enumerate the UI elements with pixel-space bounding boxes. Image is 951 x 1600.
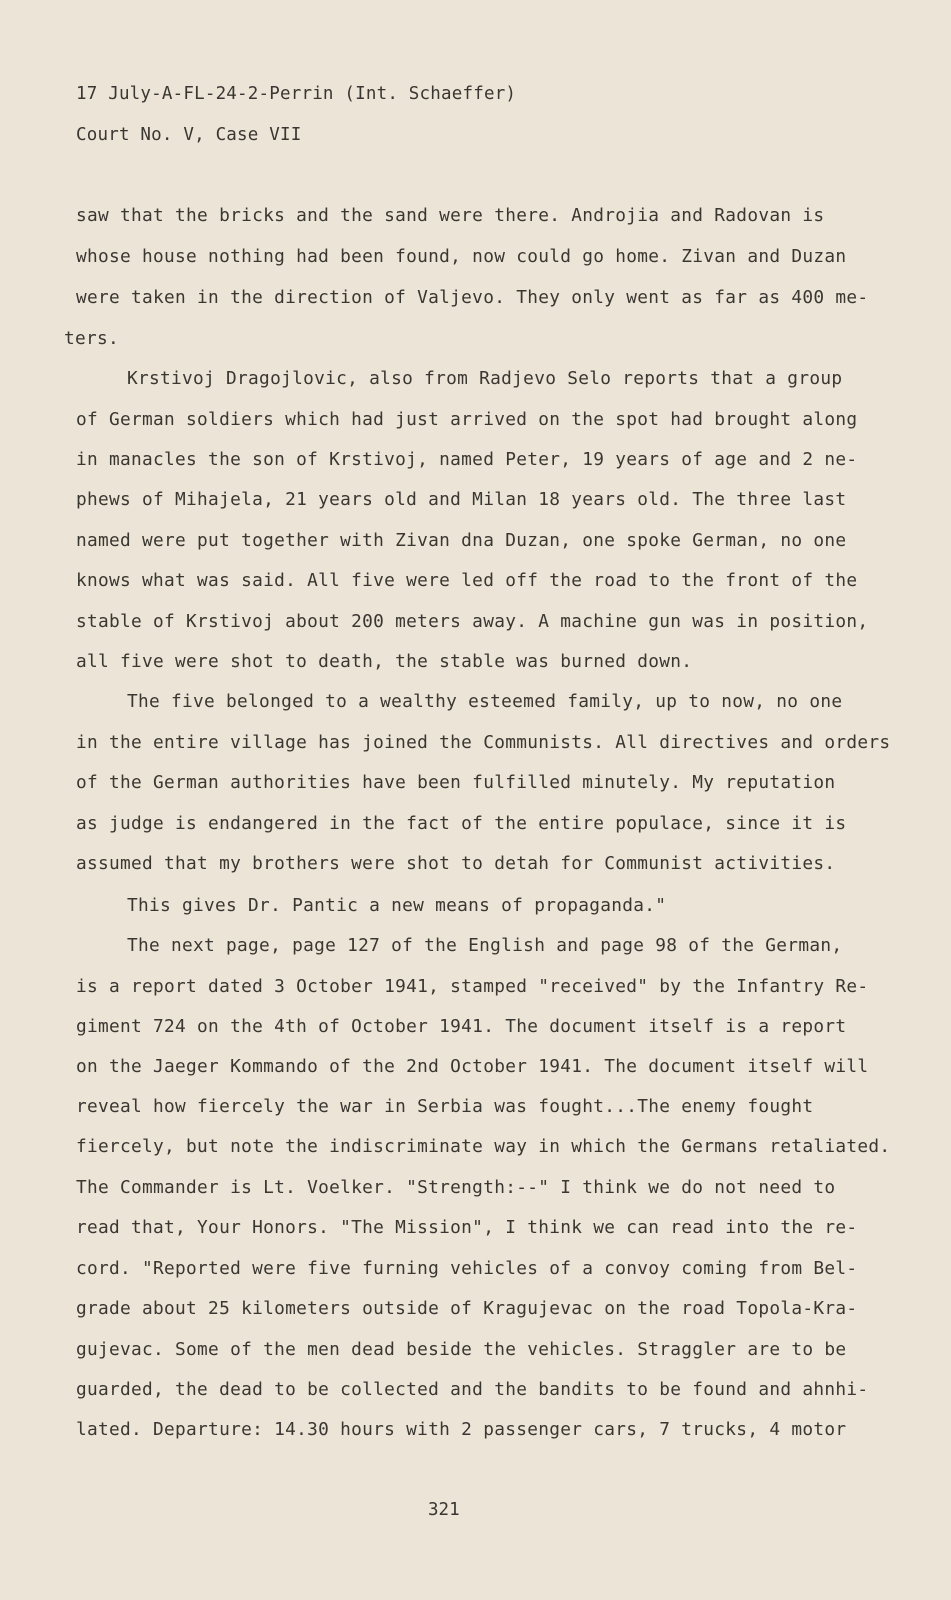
header-case-reference: 17 July-A-FL-24-2-Perrin (Int. Schaeffer)	[76, 84, 517, 104]
text-line: named were put together with Zivan dna Duzan, one spoke German, no one	[76, 530, 847, 551]
text-line: The next page, page 127 of the English and page 98 of the German,	[127, 935, 843, 956]
text-line: reveal how fiercely the war in Serbia was fought...The enemy fought	[76, 1096, 814, 1117]
text-line: The five belonged to a wealthy esteemed family, up to now, no one	[127, 691, 843, 712]
text-line: of the German authorities have been fulfilled minutely. My reputation	[76, 772, 836, 793]
text-line: Krstivoj Dragojlovic, also from Radjevo Selo reports that a group	[127, 368, 843, 389]
text-line: were taken in the direction of Valjevo. They only went as far as 400 me-	[76, 287, 869, 308]
text-line: whose house nothing had been found, now could go home. Zivan and Duzan	[76, 246, 847, 267]
text-line: in the entire village has joined the Communists. All directives and orders	[76, 732, 891, 753]
text-line: ters.	[64, 328, 120, 349]
text-line: This gives Dr. Pantic a new means of propaganda."	[127, 895, 667, 916]
text-line: assumed that my brothers were shot to detah for Communist activities.	[76, 853, 836, 874]
text-line: on the Jaeger Kommando of the 2nd October 1941. The document itself will	[76, 1056, 869, 1077]
text-line: fiercely, but note the indiscriminate way in which the Germans retaliated.	[76, 1136, 891, 1157]
header-court-number: Court No. V, Case VII	[76, 125, 302, 145]
text-line: cord. "Reported were five furning vehicles of a convoy coming from Bel-	[76, 1258, 858, 1279]
text-line: of German soldiers which had just arrived on the spot had brought along	[76, 409, 858, 430]
text-line: all five were shot to death, the stable was burned down.	[76, 651, 693, 672]
text-line: guarded, the dead to be collected and the bandits to be found and ahnhi-	[76, 1379, 869, 1400]
text-line: phews of Mihajela, 21 years old and Milan 18 years old. The three last	[76, 489, 847, 510]
text-line: as judge is endangered in the fact of the entire populace, since it is	[76, 813, 847, 834]
text-line: saw that the bricks and the sand were there. Androjia and Radovan is	[76, 205, 825, 226]
page-number: 321	[428, 1500, 460, 1520]
text-line: grade about 25 kilometers outside of Kragujevac on the road Topola-Kra-	[76, 1298, 858, 1319]
text-line: knows what was said. All five were led off the road to the front of the	[76, 570, 858, 591]
text-line: stable of Krstivoj about 200 meters away. A machine gun was in position,	[76, 611, 869, 632]
text-line: is a report dated 3 October 1941, stamped "received" by the Infantry Re-	[76, 976, 869, 997]
text-line: read that, Your Honors. "The Mission", I think we can read into the re-	[76, 1217, 858, 1238]
text-line: in manacles the son of Krstivoj, named Peter, 19 years of age and 2 ne-	[76, 449, 858, 470]
text-line: giment 724 on the 4th of October 1941. The document itself is a report	[76, 1016, 847, 1037]
text-line: gujevac. Some of the men dead beside the vehicles. Straggler are to be	[76, 1339, 847, 1360]
text-line: The Commander is Lt. Voelker. "Strength:--" I think we do not need to	[76, 1177, 836, 1198]
text-line: lated. Departure: 14.30 hours with 2 passenger cars, 7 trucks, 4 motor	[76, 1419, 847, 1440]
